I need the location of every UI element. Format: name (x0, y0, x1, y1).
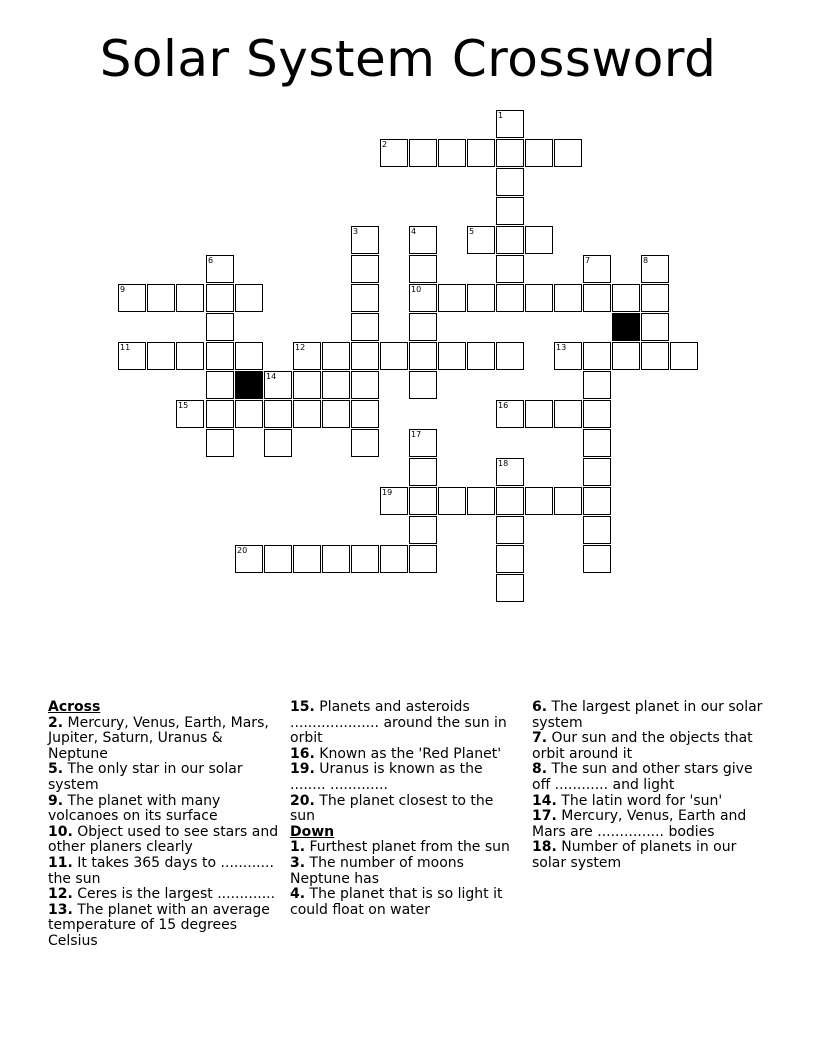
clue-num: 17. (532, 808, 557, 825)
down-clue (290, 856, 516, 887)
clue-number: 16 (498, 401, 509, 410)
grid-cell[interactable] (409, 545, 437, 573)
grid-cell[interactable] (612, 284, 640, 312)
grid-cell[interactable] (554, 487, 582, 515)
grid-cell[interactable] (612, 342, 640, 370)
grid-cell[interactable] (206, 371, 234, 399)
clue-number: 9 (120, 285, 126, 294)
grid-cell[interactable] (438, 284, 466, 312)
clue-number: 2 (382, 140, 388, 149)
grid-cell[interactable] (409, 371, 437, 399)
grid-cell[interactable] (264, 429, 292, 457)
grid-cell[interactable] (496, 545, 524, 573)
clue-number: 19 (382, 488, 393, 497)
grid-cell[interactable] (409, 516, 437, 544)
grid-cell[interactable] (176, 342, 204, 370)
clue-text: Known as the 'Red Planet' (314, 745, 502, 762)
grid-cell[interactable] (583, 400, 611, 428)
grid-cell[interactable] (206, 429, 234, 457)
clue-num: 4. (290, 886, 306, 903)
grid-cell[interactable] (351, 400, 379, 428)
page-title: Solar System Crossword (99, 30, 717, 88)
down-clue (532, 809, 764, 840)
clue-num: 7. (532, 730, 548, 747)
grid-cell[interactable] (438, 487, 466, 515)
across-clue (48, 794, 280, 825)
across-clue (48, 762, 280, 793)
clue-text: Number of planets in our solar system (532, 839, 737, 871)
across-clue (290, 794, 516, 825)
clue-number: 6 (208, 256, 214, 265)
across-clue (48, 903, 280, 950)
grid-cell[interactable] (235, 545, 263, 573)
clue-column-3 (532, 700, 764, 872)
clue-num: 14. (532, 792, 557, 809)
clue-text: The largest planet in our solar system (532, 699, 763, 731)
grid-cell[interactable] (409, 458, 437, 486)
grid-cell[interactable] (554, 139, 582, 167)
grid-cell[interactable] (351, 342, 379, 370)
clue-number: 3 (353, 227, 359, 236)
clue-num: 18. (532, 839, 557, 856)
clue-number: 17 (411, 430, 422, 439)
grid-cell[interactable] (525, 487, 553, 515)
clue-text: Mercury, Venus, Earth, Mars, Jupiter, Saturn, Uranus & Neptune (48, 714, 269, 762)
grid-cell[interactable] (467, 284, 495, 312)
grid-cell[interactable] (496, 516, 524, 544)
grid-cell[interactable] (467, 139, 495, 167)
clue-num: 15. (290, 699, 315, 715)
clue-num: 16. (290, 745, 315, 762)
grid-cell[interactable] (351, 255, 379, 283)
grid-cell[interactable] (351, 313, 379, 341)
grid-cell[interactable] (641, 255, 669, 283)
grid-cell[interactable] (525, 400, 553, 428)
grid-cell[interactable] (293, 545, 321, 573)
grid-cell[interactable] (641, 313, 669, 341)
grid-cell[interactable] (583, 458, 611, 486)
clue-num: 19. (290, 761, 315, 778)
clue-num: 6. (532, 699, 548, 715)
grid-cell[interactable] (118, 284, 146, 312)
clue-text: It takes 365 days to ............ the sun (48, 854, 274, 887)
grid-cell[interactable] (467, 342, 495, 370)
clue-text: Our sun and the objects that orbit around it (532, 730, 753, 762)
clue-number: 10 (411, 285, 422, 294)
clue-number: 20 (237, 546, 248, 555)
grid-cell[interactable] (147, 342, 175, 370)
grid-cell[interactable] (496, 458, 524, 486)
across-clue (48, 887, 280, 903)
grid-cell[interactable] (670, 342, 698, 370)
down-clue (532, 840, 764, 871)
clue-text: Ceres is the largest ............. (72, 886, 276, 903)
grid-cell[interactable] (583, 371, 611, 399)
grid-cell[interactable] (322, 371, 350, 399)
clue-num: 13. (48, 901, 73, 918)
grid-cell[interactable] (525, 139, 553, 167)
clue-number: 12 (295, 343, 306, 352)
down-clue (532, 762, 764, 793)
clue-num: 11. (48, 854, 73, 871)
grid-cell[interactable] (351, 284, 379, 312)
grid-cell[interactable] (525, 226, 553, 254)
grid-cell[interactable] (322, 342, 350, 370)
down-clue (532, 794, 764, 810)
grid-cell[interactable] (583, 516, 611, 544)
grid-cell[interactable] (641, 342, 669, 370)
grid-cell[interactable] (380, 545, 408, 573)
clue-text: The planet closest to the sun (290, 792, 494, 825)
grid-cell[interactable] (583, 342, 611, 370)
clue-text: The sun and other stars give off ............ and light (532, 761, 753, 793)
grid-cell[interactable] (496, 400, 524, 428)
grid-cell[interactable] (496, 255, 524, 283)
grid-cell[interactable] (467, 487, 495, 515)
grid-cell[interactable] (293, 371, 321, 399)
grid-cell[interactable] (583, 284, 611, 312)
grid-cell[interactable] (438, 342, 466, 370)
clue-num: 3. (290, 854, 306, 871)
grid-cell[interactable] (206, 255, 234, 283)
clue-number: 1 (498, 111, 504, 120)
grid-cell[interactable] (583, 487, 611, 515)
clue-num: 5. (48, 761, 64, 778)
across-clue (48, 856, 280, 887)
clue-column-2 (290, 700, 516, 918)
grid-cell[interactable] (496, 197, 524, 225)
grid-cell[interactable] (322, 545, 350, 573)
clue-number: 14 (266, 372, 277, 381)
down-clue (532, 700, 764, 731)
grid-cell[interactable] (235, 284, 263, 312)
clue-text: The latin word for 'sun' (556, 792, 723, 809)
grid-cell[interactable] (409, 255, 437, 283)
clue-num: 20. (290, 792, 315, 809)
grid-cell[interactable] (583, 545, 611, 573)
grid-cell[interactable] (118, 342, 146, 370)
grid-cell[interactable] (264, 371, 292, 399)
clue-num: 8. (532, 761, 548, 778)
clue-number: 15 (178, 401, 189, 410)
clue-number: 8 (643, 256, 649, 265)
grid-cell[interactable] (409, 313, 437, 341)
grid-cell[interactable] (554, 342, 582, 370)
grid-cell[interactable] (176, 400, 204, 428)
grid-cell[interactable] (409, 284, 437, 312)
grid-cell[interactable] (206, 284, 234, 312)
clue-text: The planet with many volcanoes on its surface (48, 792, 221, 825)
grid-cell[interactable] (176, 284, 204, 312)
clue-text: The number of moons Neptune has (290, 854, 464, 887)
grid-cell[interactable] (206, 313, 234, 341)
grid-cell[interactable] (554, 284, 582, 312)
black-cell (235, 371, 263, 399)
grid-cell[interactable] (496, 342, 524, 370)
across-clue (48, 825, 280, 856)
grid-cell[interactable] (293, 400, 321, 428)
grid-cell[interactable] (496, 168, 524, 196)
across-clue (290, 700, 516, 747)
down-heading: Down (290, 823, 335, 840)
grid-cell[interactable] (322, 400, 350, 428)
grid-cell[interactable] (409, 342, 437, 370)
grid-cell[interactable] (496, 487, 524, 515)
clue-number: 7 (585, 256, 591, 265)
down-clue (532, 731, 764, 762)
down-clues-b (532, 700, 764, 872)
clue-num: 2. (48, 714, 64, 731)
across-clues-a (48, 716, 280, 950)
across-clue (48, 716, 280, 763)
clue-text: Object used to see stars and other planers clearly (48, 823, 279, 856)
grid-cell[interactable] (380, 487, 408, 515)
grid-cell[interactable] (235, 342, 263, 370)
clue-num: 12. (48, 886, 73, 903)
clue-text: Mercury, Venus, Earth and Mars are ............... bodies (532, 808, 747, 840)
clue-text: Furthest planet from the sun (305, 839, 510, 856)
grid-cell[interactable] (409, 487, 437, 515)
clue-number: 11 (120, 343, 131, 352)
grid-cell[interactable] (496, 139, 524, 167)
grid-cell[interactable] (206, 342, 234, 370)
down-clue (290, 887, 516, 918)
clue-num: 10. (48, 823, 73, 840)
grid-cell[interactable] (409, 226, 437, 254)
across-clue (290, 747, 516, 763)
clue-text: Uranus is known as the ........ ............. (290, 761, 483, 793)
grid-cell[interactable] (496, 110, 524, 138)
grid-cell[interactable] (583, 429, 611, 457)
across-clue (290, 762, 516, 793)
grid-cell[interactable] (583, 255, 611, 283)
grid-cell[interactable] (409, 429, 437, 457)
across-heading: Across (48, 699, 101, 715)
clue-number: 4 (411, 227, 417, 236)
grid-cell[interactable] (351, 371, 379, 399)
grid-cell[interactable] (206, 400, 234, 428)
clue-text: Planets and asteroids .................... around the sun in orbit (290, 699, 507, 747)
clue-number: 5 (469, 227, 475, 236)
grid-cell[interactable] (496, 284, 524, 312)
grid-cell[interactable] (264, 400, 292, 428)
down-clues-a (290, 840, 516, 918)
clue-num: 1. (290, 839, 306, 856)
grid-cell[interactable] (351, 545, 379, 573)
clue-text: The planet that is so light it could float on water (290, 886, 503, 918)
grid-cell[interactable] (641, 284, 669, 312)
grid-cell[interactable] (438, 139, 466, 167)
grid-cell[interactable] (554, 400, 582, 428)
clue-number: 18 (498, 459, 509, 468)
grid-cell[interactable] (293, 342, 321, 370)
grid-cell[interactable] (409, 139, 437, 167)
across-clues-b (290, 700, 516, 825)
grid-cell[interactable] (496, 574, 524, 602)
grid-cell[interactable] (351, 226, 379, 254)
clue-text: The only star in our solar system (48, 761, 243, 793)
grid-cell[interactable] (264, 545, 292, 573)
grid-cell[interactable] (380, 342, 408, 370)
grid-cell[interactable] (525, 284, 553, 312)
grid-cell[interactable] (351, 429, 379, 457)
grid-cell[interactable] (496, 226, 524, 254)
down-clue (290, 840, 516, 856)
clue-num: 9. (48, 792, 64, 809)
grid-cell[interactable] (235, 400, 263, 428)
clue-column-1 (48, 700, 280, 950)
clue-number: 13 (556, 343, 567, 352)
grid-cell[interactable] (147, 284, 175, 312)
clue-text: The planet with an average temperature of 15 degrees Celsius (48, 901, 270, 949)
grid-cell[interactable] (380, 139, 408, 167)
grid-cell[interactable] (467, 226, 495, 254)
black-cell (612, 313, 640, 341)
